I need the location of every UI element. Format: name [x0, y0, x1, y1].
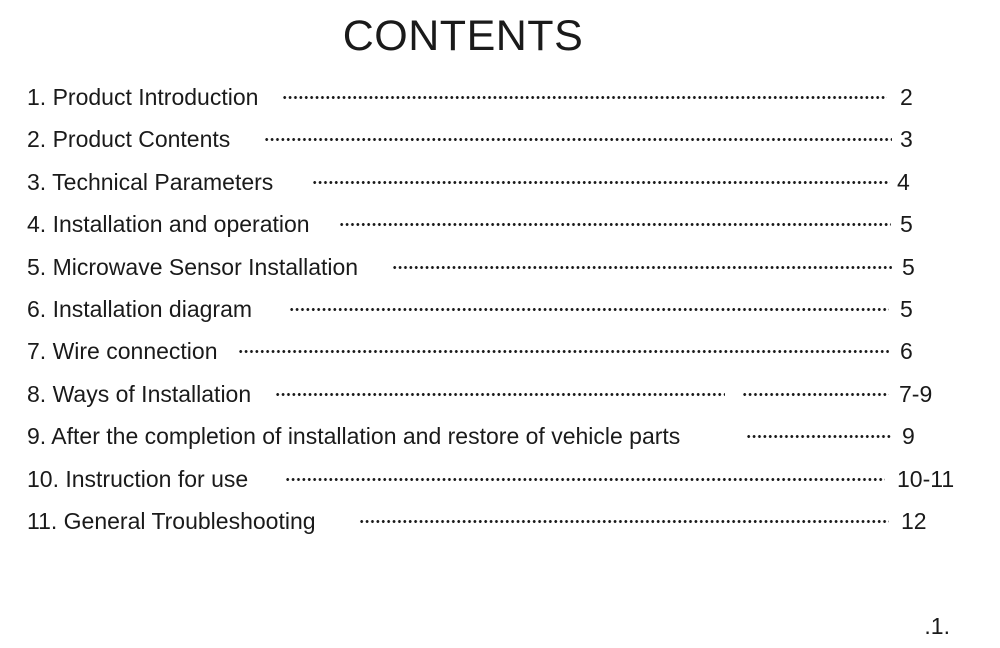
dot-leader: [392, 248, 892, 286]
toc-entry: [27, 290, 967, 332]
dot-leader: [282, 78, 887, 116]
page-number: .1.: [924, 613, 950, 639]
toc-entry: [27, 163, 967, 205]
toc-entry: [27, 375, 967, 417]
toc-entry: [27, 417, 967, 459]
toc-entry-page: 5: [900, 211, 913, 238]
toc-entry-label: 10. Instruction for use: [27, 465, 249, 492]
toc-entry-page: 6: [900, 338, 913, 365]
toc-entry: [27, 78, 967, 120]
toc-entry-label: 11. General Troubleshooting: [27, 507, 316, 534]
toc-entry-label: 1. Product Introduction: [27, 84, 259, 110]
dot-leader: [339, 205, 891, 243]
toc-entry-page: 2: [900, 84, 913, 110]
toc-entry-label: 7. Wire connection: [27, 338, 218, 365]
toc-entry-page: 5: [900, 295, 913, 322]
toc-entry-label: 5. Microwave Sensor Installation: [27, 253, 359, 280]
toc-entry: [27, 120, 967, 162]
table-of-contents: [27, 78, 967, 544]
toc-entry-label: 3. Technical Parameters: [27, 168, 274, 195]
dot-leader: [289, 290, 889, 328]
toc-entry: [27, 332, 967, 374]
dot-leader: [285, 460, 885, 498]
toc-entry-page: 10-11: [897, 465, 955, 492]
dot-leader: [264, 120, 892, 158]
toc-entry: [27, 502, 967, 544]
toc-entry-label: 6. Installation diagram: [27, 295, 253, 322]
toc-entry-page: 9: [902, 423, 915, 450]
toc-entry: [27, 205, 967, 247]
page-title: CONTENTS: [342, 12, 584, 60]
toc-entry-label: 4. Installation and operation: [27, 211, 310, 238]
toc-entry-page: 7-9: [899, 380, 933, 407]
dot-leader: [312, 163, 890, 201]
toc-entry-label: 8. Ways of Installation: [27, 380, 252, 407]
toc-entry-label: 9. After the completion of installation and restore of vehicle parts: [27, 423, 681, 450]
toc-entry: [27, 248, 967, 290]
toc-entry: [27, 460, 967, 502]
dot-leader: [746, 417, 891, 455]
toc-entry-page: 3: [900, 126, 913, 153]
dot-leader: [238, 332, 889, 370]
toc-entry-page: 4: [897, 168, 910, 195]
toc-entry-page: 5: [902, 253, 915, 280]
dot-leader: [742, 375, 889, 413]
dot-leader: [275, 375, 725, 413]
toc-entry-page: 12: [901, 507, 927, 534]
toc-entry-label: 2. Product Contents: [27, 126, 231, 153]
dot-leader: [359, 502, 889, 540]
